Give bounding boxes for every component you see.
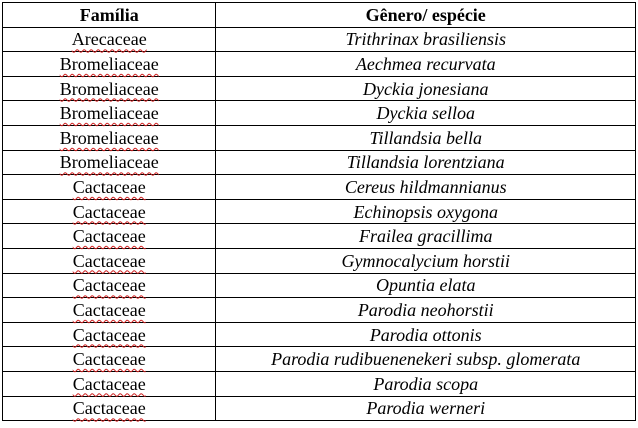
familia-cell <box>3 322 216 347</box>
familia-name: Bromeliaceae <box>59 152 159 173</box>
especie-cell <box>216 396 636 421</box>
familia-name: Cactaceae <box>72 324 146 345</box>
especie-cell <box>216 27 636 52</box>
table-row <box>3 175 636 200</box>
familia-name: Cactaceae <box>72 201 146 222</box>
familia-name: Cactaceae <box>72 398 146 419</box>
familia-name: Cactaceae <box>72 299 146 320</box>
especie-name: Tillandsia lorentziana <box>346 152 505 173</box>
familia-name: Bromeliaceae <box>59 78 159 99</box>
familia-cell <box>3 52 216 77</box>
familia-cell <box>3 150 216 175</box>
especie-name: Dyckia selloa <box>376 103 475 124</box>
familia-name: Arecaceae <box>71 29 147 50</box>
especie-cell <box>216 150 636 175</box>
especie-cell <box>216 52 636 77</box>
especie-name: Cereus hildmannianus <box>344 176 507 197</box>
familia-name: Cactaceae <box>72 275 146 296</box>
familia-cell <box>3 298 216 323</box>
especie-name: Echinopsis oxygona <box>353 201 498 222</box>
familia-cell <box>3 371 216 396</box>
table-row <box>3 199 636 224</box>
especie-cell <box>216 273 636 298</box>
header-genero-especie: Gênero/ espécie <box>216 3 636 28</box>
especie-cell <box>216 224 636 249</box>
familia-name: Cactaceae <box>72 176 146 197</box>
especie-name: Trithrinax brasiliensis <box>345 29 507 50</box>
especie-cell <box>216 76 636 101</box>
especie-cell <box>216 175 636 200</box>
table-row <box>3 298 636 323</box>
familia-cell <box>3 396 216 421</box>
familia-name: Bromeliaceae <box>59 127 159 148</box>
familia-cell <box>3 347 216 372</box>
familia-cell <box>3 125 216 150</box>
familia-cell <box>3 27 216 52</box>
especie-name: Parodia scopa <box>373 373 479 394</box>
table-row <box>3 371 636 396</box>
familia-cell <box>3 101 216 126</box>
familia-cell <box>3 224 216 249</box>
table-row <box>3 273 636 298</box>
especie-cell <box>216 125 636 150</box>
familia-name: Cactaceae <box>72 349 146 370</box>
especie-cell <box>216 298 636 323</box>
table-row <box>3 150 636 175</box>
especie-cell <box>216 347 636 372</box>
familia-cell <box>3 175 216 200</box>
especie-name: Frailea gracillima <box>358 226 493 247</box>
table-row <box>3 322 636 347</box>
familia-cell <box>3 76 216 101</box>
table-row <box>3 224 636 249</box>
header-familia: Família <box>3 3 216 28</box>
species-table <box>2 2 636 421</box>
especie-cell <box>216 248 636 273</box>
especie-name: Opuntia elata <box>375 275 476 296</box>
especie-name: Dyckia jonesiana <box>363 78 489 99</box>
especie-name: Parodia rudibuenenekeri subsp. glomerata <box>271 349 581 370</box>
table-row <box>3 101 636 126</box>
especie-name: Tillandsia bella <box>369 127 482 148</box>
table-row <box>3 248 636 273</box>
table-row <box>3 396 636 421</box>
especie-name: Parodia ottonis <box>369 324 482 345</box>
especie-cell <box>216 101 636 126</box>
especie-cell <box>216 322 636 347</box>
especie-name: Parodia werneri <box>366 398 486 419</box>
familia-name: Cactaceae <box>72 373 146 394</box>
table-row <box>3 76 636 101</box>
familia-cell <box>3 199 216 224</box>
especie-name: Parodia neohorstii <box>357 299 494 320</box>
especie-name: Aechmea recurvata <box>355 53 496 74</box>
table-row <box>3 125 636 150</box>
especie-name: Gymnocalycium horstii <box>341 250 510 271</box>
especie-cell <box>216 371 636 396</box>
table-row <box>3 27 636 52</box>
familia-name: Bromeliaceae <box>59 53 159 74</box>
familia-cell <box>3 273 216 298</box>
familia-name: Cactaceae <box>72 250 146 271</box>
familia-name: Cactaceae <box>72 226 146 247</box>
header-row <box>3 3 636 28</box>
especie-cell <box>216 199 636 224</box>
familia-cell <box>3 248 216 273</box>
familia-name: Bromeliaceae <box>59 103 159 124</box>
table-row <box>3 347 636 372</box>
table-row <box>3 52 636 77</box>
